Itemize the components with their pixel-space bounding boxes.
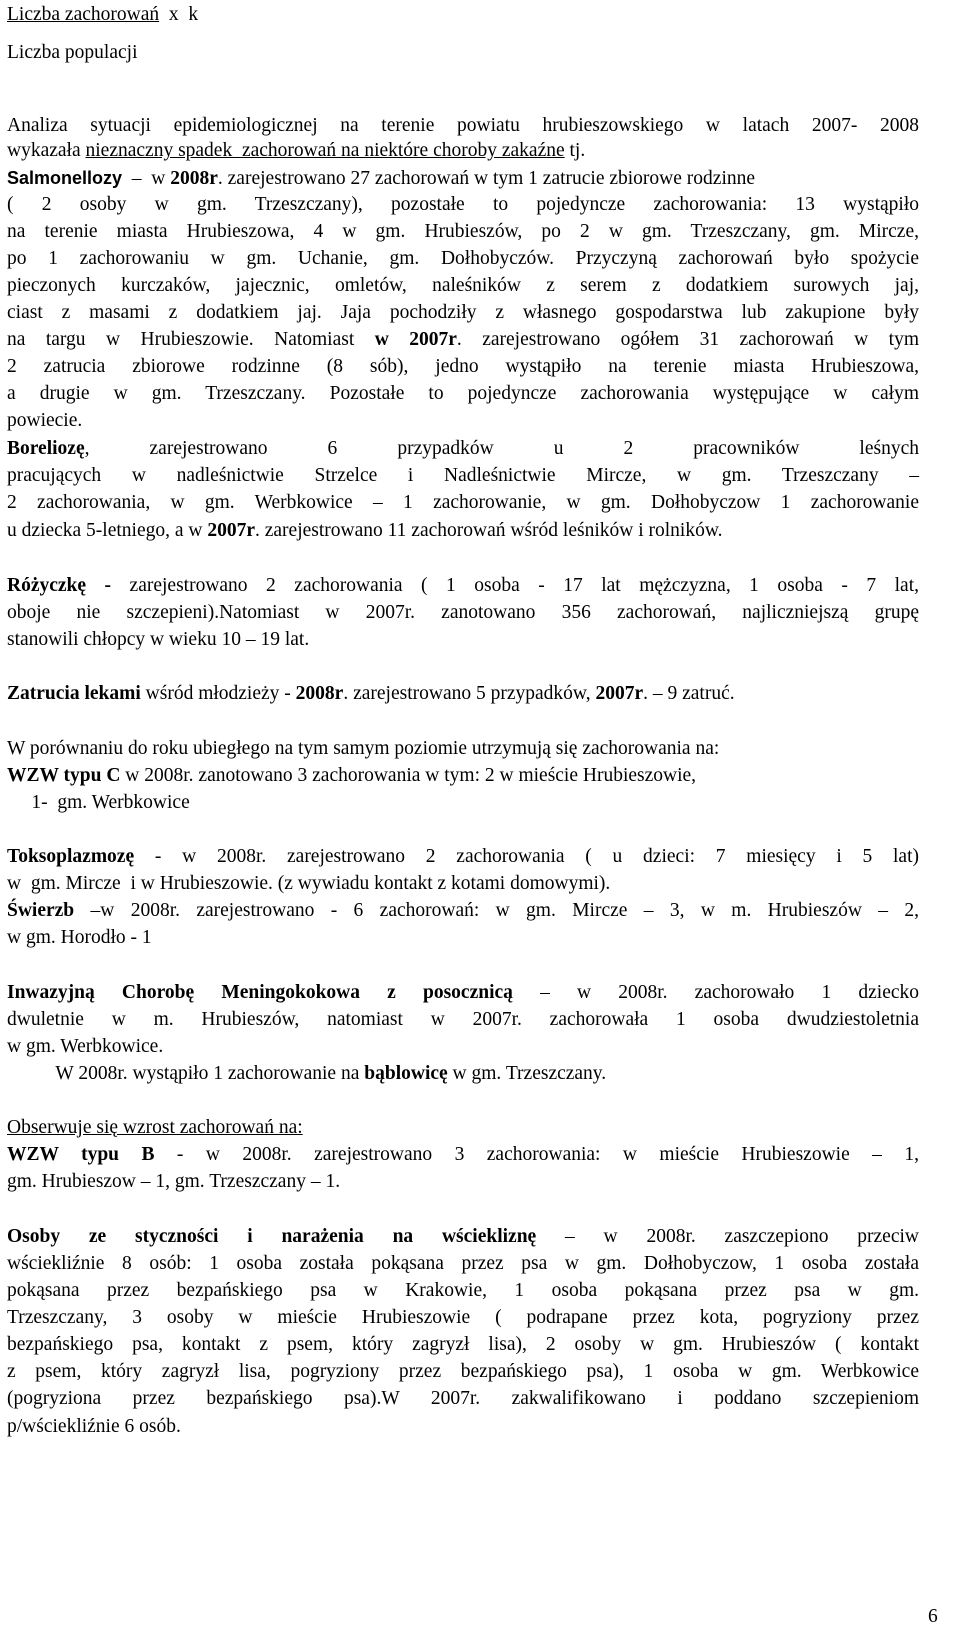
disease-name: WZW typu C (7, 765, 121, 786)
text-line (7, 1061, 606, 1087)
text-line: pokąsana przez bezpańskiego psa w Krakowie, 1 osoba pokąsana przez psa w gm. (7, 1280, 919, 1301)
formula-denominator: Liczba populacji (7, 42, 138, 63)
text-line: Analiza sytuacji epidemiologicznej na terenie powiatu hrubieszowskiego w latach 2007- 2008 (7, 115, 919, 136)
text-span: – w 2008r. zaszczepiono przeciw (536, 1226, 919, 1247)
disease-name: Salmonellozy (7, 168, 123, 188)
disease-name: Zatrucia lekami (7, 683, 141, 704)
text-span: wśród młodzieży - (140, 683, 296, 704)
text-line: dwuletnie w m. Hrubieszów, natomiast w 2007r. zachorowała 1 osoba dwudziestoletnia (7, 1009, 919, 1030)
text-line: oboje nie szczepieni).Natomiast w 2007r. zanotowano 356 zachorowań, najliczniejszą grupę (7, 602, 919, 623)
text-span: tj. (564, 140, 586, 161)
text-line (7, 246, 919, 272)
text-span: . zarejestrowano ogółem 31 zachorowań w tym (456, 329, 919, 350)
text-line: (pogryziona przez bezpańskiego psa).W 2007r. zakwalifikowano i poddano szczepieniom (7, 1388, 919, 1409)
formula-times: x (168, 4, 179, 25)
text-span: Przyczyną zachorowań było spożycie (553, 248, 920, 269)
disease-name: Osoby ze styczności i narażenia na wściekliznę (7, 1226, 537, 1247)
text-span: w 2008r. zanotowano 3 zachorowania w tym: 2 w mieście Hrubieszowie, (120, 765, 697, 786)
text-span: . – 9 zatruć. (643, 683, 735, 704)
section-heading: Obserwuje się wzrost zachorowań na: (7, 1117, 303, 1138)
text-line: pracujących w nadleśnictwie Strzelce i Nadleśnictwie Mircze, w gm. Trzeszczany – (7, 465, 919, 486)
text-span: Jaja pochodziły z własnego gospodarstwa lub zakupione były (321, 302, 919, 323)
text-span: - w 2008r. zarejestrowano 3 zachorowania: w mieście Hrubieszowie – 1, (154, 1144, 919, 1165)
text-span: wykazała (7, 140, 86, 161)
text-line: ( 2 osoby w gm. Trzeszczany), pozostałe to pojedyncze zachorowania: 13 wystąpiło (7, 194, 919, 215)
text-line: bezpańskiego psa, kontakt z psem, który zagryzł lisa), 2 osoby w gm. Hrubieszów ( kontakt (7, 1334, 919, 1355)
formula-numerator-line (7, 2, 198, 28)
year-bold: 2008r (295, 683, 344, 704)
disease-name: Świerzb (7, 900, 75, 921)
text-line: w gm. Mircze i w Hrubieszowie. (z wywiadu kontakt z kotami domowymi). (7, 873, 611, 894)
text-line (7, 300, 919, 326)
text-span: , zarejestrowano 6 przypadków u 2 pracowników leśnych (84, 438, 919, 459)
disease-name: WZW typu B (7, 1144, 155, 1165)
text-span: –w 2008r. zarejestrowano - 6 zachorowań: w gm. Mircze – 3, w m. Hrubieszów – 2, (74, 900, 919, 921)
text-span: W 2008r. wystąpiło 1 zachorowanie na (7, 1063, 365, 1084)
text-line: powiecie. (7, 410, 83, 431)
text-line (7, 898, 919, 924)
year-bold: w 2007r (374, 329, 457, 350)
text-span: na targu w Hrubieszowie. Natomiast (7, 329, 375, 350)
page-number: 6 (928, 1606, 938, 1627)
text-line: 1- gm. Werbkowice (7, 792, 190, 813)
disease-name: Toksoplazmozę (7, 846, 135, 867)
year-bold: 2007r (595, 683, 644, 704)
text-line: gm. Hrubieszow – 1, gm. Trzeszczany – 1. (7, 1171, 341, 1192)
text-line (7, 763, 696, 789)
text-line (7, 436, 919, 462)
year-bold: 2008r (170, 168, 218, 189)
text-span: . zarejestrowano 11 zachorowań wśród leśników i rolników. (255, 520, 723, 541)
text-line: w gm. Werbkowice. (7, 1036, 164, 1057)
text-span: u dziecka 5-letniego, a w (7, 520, 208, 541)
text-line: 2 zatrucia zbiorowe rodzinne (8 sób), jedno wystąpiło na terenie miasta Hrubieszowa, (7, 356, 919, 377)
disease-name: Boreliozę (7, 438, 85, 459)
disease-name: bąblowicę (364, 1063, 448, 1084)
text-line (7, 573, 919, 599)
text-span: . zarejestrowano 5 przypadków, (343, 683, 596, 704)
text-line: a drugie w gm. Trzeszczany. Pozostałe to pojedyncze zachorowania występujące w całym (7, 383, 919, 404)
text-line (7, 165, 755, 192)
text-span: zarejestrowano 2 zachorowania ( 1 osoba - 17 lat mężczyzna, 1 osoba - 7 lat, (111, 575, 919, 596)
text-line: stanowili chłopcy w wieku 10 – 19 lat. (7, 629, 310, 650)
text-span: - w 2008r. zarejestrowano 2 zachorowania ( u dzieci: 7 miesięcy i 5 lat) (134, 846, 919, 867)
disease-name: Różyczkę - (7, 575, 112, 596)
text-line (7, 1224, 919, 1250)
text-line: na terenie miasta Hrubieszowa, 4 w gm. Hrubieszów, po 2 w gm. Trzeszczany, gm. Mircze, (7, 221, 919, 242)
text-line: 2 zachorowania, w gm. Werbkowice – 1 zachorowanie, w gm. Dołhobyczow 1 zachorowanie (7, 492, 919, 513)
text-line (7, 1142, 919, 1168)
text-line: wściekliźnie 8 osób: 1 osoba została pokąsana przez psa w gm. Dołhobyczow, 1 osoba została (7, 1253, 919, 1274)
formula-numerator: Liczba zachorowań (7, 4, 160, 25)
text-line: p/wściekliźnie 6 osób. (7, 1416, 181, 1437)
text-line: pieczonych kurczaków, jajecznic, omletów, naleśników z serem z dodatkiem surowych jaj, (7, 275, 919, 296)
text-line: z psem, który zagryzł lisa, pogryziony przez bezpańskiego psa), 1 osoba w gm. Werbkowice (7, 1361, 919, 1382)
text-span: . zarejestrowano 27 zachorowań w tym 1 zatrucie zbiorowe rodzinne (217, 168, 756, 189)
text-line (7, 327, 919, 353)
text-line (7, 980, 919, 1006)
text-line (7, 681, 735, 707)
text-line: W porównaniu do roku ubiegłego na tym samym poziomie utrzymują się zachorowania na: (7, 738, 720, 759)
text-span: – w 2008r. zachorowało 1 dziecko (512, 982, 920, 1003)
text-line (7, 138, 585, 164)
text-span: ciast z masami z dodatkiem jaj. (7, 302, 322, 323)
text-span: po 1 zachorowaniu w gm. Uchanie, gm. Dołhobyczów. (7, 248, 554, 269)
year-bold: 2007r (207, 520, 255, 541)
text-line (7, 518, 723, 544)
text-line (7, 844, 919, 870)
text-line: w gm. Horodło - 1 (7, 927, 152, 948)
text-span: – w (122, 168, 171, 189)
underlined-phrase: nieznaczny spadek zachorowań na niektóre choroby zakaźne (85, 140, 565, 161)
disease-name: Inwazyjną Chorobę Meningokokowa z posocznicą (7, 982, 513, 1003)
text-line: Trzeszczany, 3 osoby w mieście Hrubieszowie ( podrapane przez kota, pogryziony przez (7, 1307, 919, 1328)
formula-k: k (188, 4, 199, 25)
text-span: w gm. Trzeszczany. (447, 1063, 607, 1084)
